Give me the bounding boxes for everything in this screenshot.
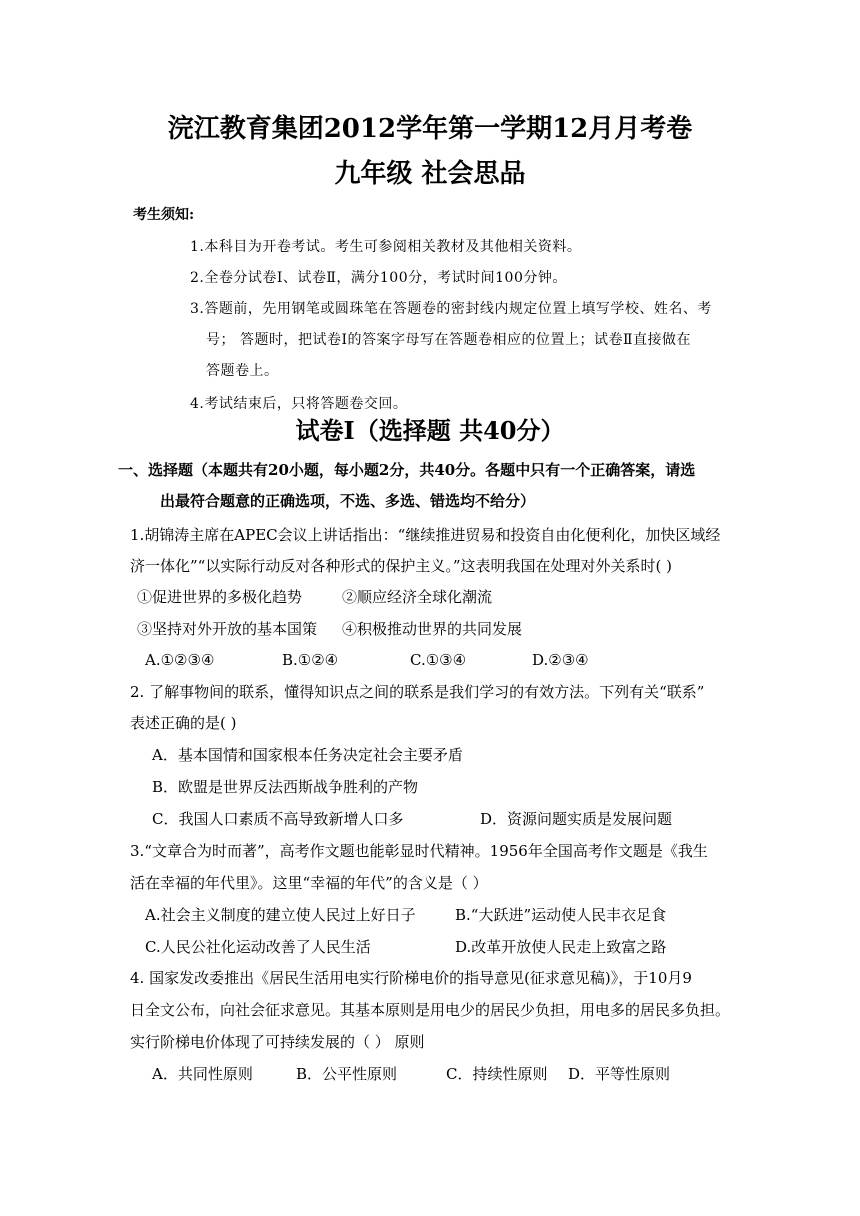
q1-option-a: A.①②③④: [145, 651, 215, 669]
q2-option-d: D．资源问题实质是发展问题: [480, 810, 673, 828]
q4-stem-line3: 实行阶梯电价体现了可持续发展的（ ） 原则: [130, 1033, 425, 1051]
q1-option-d: D.②③④: [532, 651, 589, 669]
q3-stem-line1: 3.“文章合为时而著”，高考作文题也能彰显时代精神。1956年全国高考作文题是《我生: [130, 842, 708, 860]
q1-item-3: ③坚持对外开放的基本国策: [137, 620, 318, 638]
q4-option-c: C．持续性原则: [446, 1065, 548, 1083]
q2-option-b: B．欧盟是世界反法西斯战争胜利的产物: [152, 778, 419, 796]
q2-stem-line1: 2. 了解事物间的联系，懂得知识点之间的联系是我们学习的有效方法。下列有关“联系”: [130, 683, 705, 701]
exam-title: 浣江教育集团2012学年第一学期12月月考卷: [167, 114, 693, 144]
q4-option-a: A．共同性原则: [152, 1065, 253, 1083]
q3-stem-line2: 活在幸福的年代里》。这里“幸福的年代”的含义是（ ）: [130, 874, 488, 892]
notice-heading: 考生须知:: [133, 207, 195, 223]
notice-item-2: 2.全卷分试卷Ⅰ、试卷Ⅱ，满分100分，考试时间100分钟。: [190, 270, 567, 286]
section-title: 试卷Ⅰ（选择题 共40分）: [295, 416, 565, 445]
q4-stem-line2: 日全文公布，向社会征求意见。其基本原则是用电少的居民少负担，用电多的居民多负担。: [130, 1001, 731, 1019]
notice-item-3-cont: 号； 答题时，把试卷Ⅰ的答案字母写在答题卷相应的位置上；试卷Ⅱ直接做在: [206, 332, 691, 348]
q3-option-c: C.人民公社化运动改善了人民生活: [145, 938, 371, 956]
q2-option-c: C．我国人口素质不高导致新增人口多: [152, 810, 404, 828]
section-instruction-line2: 出最符合题意的正确选项，不选、多选、错选均不给分）: [160, 492, 536, 510]
notice-item-3: 3.答题前，先用钢笔或圆珠笔在答题卷的密封线内规定位置上填写学校、姓名、考: [190, 301, 712, 317]
q1-stem-line1: 1.胡锦涛主席在APEC会议上讲话指出：“继续推进贸易和投资自由化便利化，加快区域经: [130, 526, 721, 544]
q4-option-d: D．平等性原则: [568, 1065, 671, 1083]
q3-option-d: D.改革开放使人民走上致富之路: [455, 938, 667, 956]
q1-item-4: ④积极推动世界的共同发展: [342, 620, 523, 638]
q3-option-b: B.“大跃进”运动使人民丰衣足食: [455, 906, 667, 924]
q1-option-c: C.①③④: [410, 651, 467, 669]
q1-option-b: B.①②④: [282, 651, 339, 669]
q2-option-a: A．基本国情和国家根本任务决定社会主要矛盾: [152, 746, 463, 764]
q3-option-a: A.社会主义制度的建立使人民过上好日子: [145, 906, 416, 924]
q1-item-1: ①促进世界的多极化趋势: [137, 588, 303, 606]
q4-stem-line1: 4. 国家发改委推出《居民生活用电实行阶梯电价的指导意见(征求意见稿)》，于10月9: [130, 969, 692, 987]
q1-stem-line2: 济一体化”“以实际行动反对各种形式的保护主义。”这表明我国在处理对外关系时( ): [130, 557, 672, 575]
section-instruction-line1: 一、选择题（本题共有20小题，每小题2分，共40分。各题中只有一个正确答案，请选: [118, 461, 696, 479]
q2-stem-line2: 表述正确的是( ): [130, 714, 237, 732]
q4-option-b: B．公平性原则: [296, 1065, 398, 1083]
notice-item-1: 1.本科目为开卷考试。考生可参阅相关教材及其他相关资料。: [190, 239, 582, 255]
notice-item-3-end: 答题卷上。: [206, 363, 279, 379]
notice-item-4: 4.考试结束后，只将答题卷交回。: [190, 396, 408, 412]
exam-subtitle: 九年级 社会思品: [334, 159, 526, 189]
q1-item-2: ②顺应经济全球化潮流: [342, 588, 493, 606]
